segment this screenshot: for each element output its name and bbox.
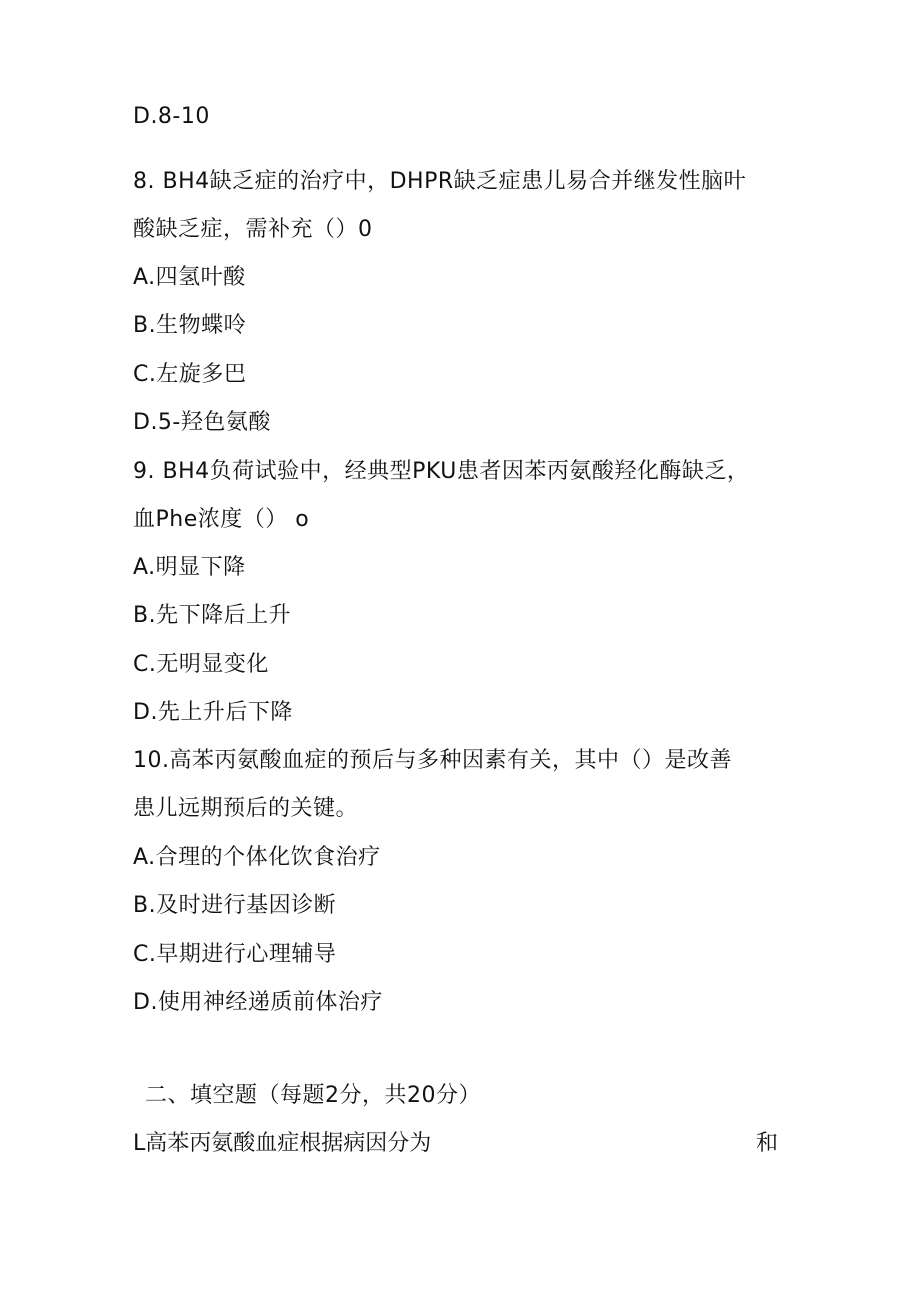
fill-question-1-text: L高苯丙氨酸血症根据病因分为 (133, 1131, 432, 1156)
section-title-fill-in: 二、填空题（每题2分，共20分） (145, 1083, 481, 1108)
q10-option-b: B.及时进行基因诊断 (133, 893, 337, 918)
q10-stem-line1: 10.高苯丙氨酸血症的预后与多种因素有关，其中（）是改善 (133, 748, 732, 773)
q8-option-c: C.左旋多巴 (133, 362, 247, 387)
q10-option-d: D.使用神经递质前体治疗 (133, 990, 383, 1015)
q9-stem-line2: 血Phe浓度（） o (133, 507, 310, 532)
fill-question-1 (133, 1129, 778, 1159)
q9-option-a: A.明显下降 (133, 555, 246, 580)
q8-stem-line2: 酸缺乏症，需补充（）0 (133, 217, 373, 242)
q8-option-b: B.生物蝶呤 (133, 313, 247, 338)
q7-option-d: D.8-10 (133, 104, 210, 129)
q10-stem-line2: 患儿远期预后的关键。 (133, 796, 359, 821)
q8-option-a: A.四氢叶酸 (133, 265, 246, 290)
q9-stem-line1: 9. BH4负荷试验中，经典型PKU患者因苯丙氨酸羟化酶缺乏， (133, 459, 750, 484)
q8-option-d: D.5-羟色氨酸 (133, 410, 271, 435)
q9-option-c: C.无明显变化 (133, 652, 269, 677)
q9-option-d: D.先上升后下降 (133, 700, 293, 725)
q8-stem-line1: 8. BH4缺乏症的治疗中，DHPR缺乏症患儿易合并继发性脑叶 (133, 169, 747, 194)
fill-question-1-connector: 和 (755, 1131, 778, 1156)
q9-option-b: B.先下降后上升 (133, 603, 292, 628)
q10-option-c: C.早期进行心理辅导 (133, 942, 337, 967)
q10-option-a: A.合理的个体化饮食治疗 (133, 845, 381, 870)
